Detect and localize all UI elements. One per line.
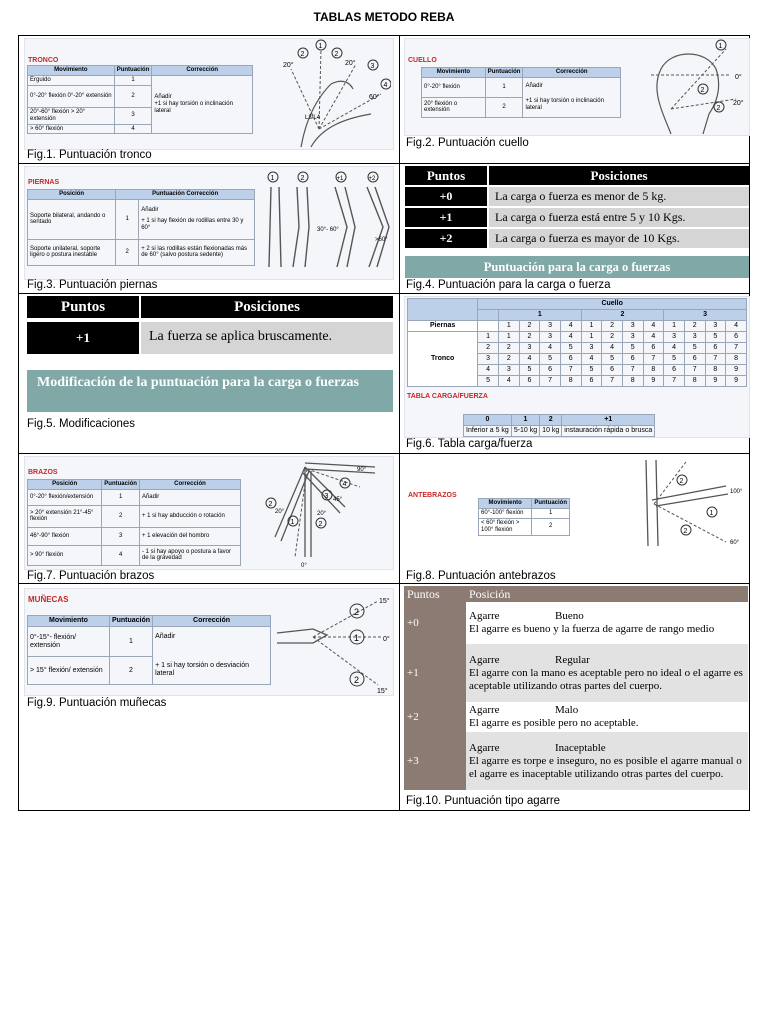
angle-label: 30°- 60°	[317, 227, 339, 233]
trunk-diagram	[261, 39, 391, 149]
angle-label: 20°	[345, 60, 356, 67]
table-cell	[152, 75, 253, 134]
grip-table	[404, 586, 748, 790]
table-cell: Soporte unilateral, soporte ligero o postura inestable	[28, 239, 116, 265]
score-mark: 1	[318, 43, 323, 50]
table-cell: 5	[602, 354, 623, 365]
table-cell: 1	[102, 489, 140, 505]
score-mark: 2	[700, 87, 705, 94]
carga-table	[463, 414, 655, 437]
table-cell: 3	[114, 107, 152, 124]
grip-text: El agarre es posible pero no aceptable.	[469, 717, 639, 730]
table-cell: 1	[581, 321, 602, 332]
table-cell: 6	[705, 343, 726, 354]
angle-label: 60°	[369, 94, 380, 101]
table-header: 3	[664, 310, 747, 321]
table-cell: 8	[560, 376, 581, 387]
table-cell: > 20° extensión 21°-45° flexión	[28, 505, 102, 527]
grid-divider	[18, 583, 750, 584]
table-cell: 2	[602, 332, 623, 343]
table-cell: 1	[109, 627, 152, 657]
grid-divider	[18, 453, 750, 454]
grip-points: +3	[404, 732, 466, 790]
score-mark: 3	[370, 63, 375, 70]
table-cell: 5	[705, 332, 726, 343]
table-cell: 9	[643, 376, 664, 387]
fig4-image	[405, 166, 749, 278]
table-cell: 1	[581, 332, 602, 343]
grip-points: +2	[404, 702, 466, 732]
fig3-table	[27, 189, 255, 266]
table-cell	[523, 77, 621, 117]
forearm-diagram	[626, 456, 748, 568]
score-matrix	[407, 298, 747, 387]
spine-label: L3/L4	[305, 115, 321, 121]
score-mark: 2	[300, 51, 305, 58]
fig3-caption: Fig.3. Puntuación piernas	[27, 279, 158, 291]
table-cell: 2	[602, 321, 623, 332]
table-cell: > 60° flexión	[28, 124, 115, 134]
table-cell: 3	[622, 321, 643, 332]
table-header: Puntuación	[114, 66, 152, 76]
grip-type: Agarre	[469, 610, 500, 623]
table-cell: 8	[622, 376, 643, 387]
table-cell: 3	[664, 332, 685, 343]
grid-divider	[18, 163, 750, 164]
score-mark: 1	[718, 43, 723, 50]
table-cell: 4	[664, 343, 685, 354]
table-cell: 2	[532, 518, 570, 535]
score-mark: 1	[270, 175, 275, 182]
fig9-label: MUÑECAS	[28, 595, 69, 604]
table-cell: 6	[664, 365, 685, 376]
fig3-label: PIERNAS	[28, 179, 60, 186]
table-header: Cuello	[478, 299, 747, 310]
table-header: Corrección	[523, 68, 621, 78]
table-header: Posición	[28, 190, 116, 200]
table-cell: 1	[116, 199, 139, 239]
table-header: Puntuación	[102, 480, 140, 490]
table-cell: 2	[114, 85, 152, 107]
table-cell: 4	[498, 376, 519, 387]
table-cell: Soporte bilateral, andando o sentado	[28, 199, 116, 239]
correction-text: + 1 si hay flexión de rodillas entre 30 y 60°	[141, 217, 244, 231]
table-cell: 8	[705, 365, 726, 376]
table-cell: 0°-20° flexión	[422, 77, 486, 97]
table-cell: 2	[684, 321, 705, 332]
load-points: +1	[405, 208, 487, 227]
table-cell: 46°-90° flexión	[28, 527, 102, 545]
table-cell: 6	[643, 343, 664, 354]
fig6-caption: Fig.6. Tabla carga/fuerza	[406, 438, 533, 450]
table-cell: 4	[519, 354, 540, 365]
score-mark: +2	[368, 176, 376, 182]
table-cell: 10 kg	[540, 426, 562, 437]
table-cell: 1	[114, 75, 152, 85]
table-header: 1	[511, 415, 539, 426]
points-header: Puntos	[407, 587, 440, 601]
table-header: Corrección	[153, 616, 271, 627]
points-header: Puntos	[27, 296, 139, 318]
table-header: 2	[581, 310, 664, 321]
grip-description	[466, 732, 748, 790]
positions-header: Posiciones	[489, 166, 749, 185]
grip-type: Agarre	[469, 653, 500, 666]
angle-label: 20°	[733, 100, 744, 107]
table-cell: 3	[498, 365, 519, 376]
table-cell: 3	[684, 332, 705, 343]
table-cell: 2	[519, 332, 540, 343]
grip-quality: Bueno	[555, 610, 584, 623]
table-cell: 4	[643, 332, 664, 343]
table-cell: 2	[102, 505, 140, 527]
fig2-caption: Fig.2. Puntuación cuello	[406, 137, 529, 149]
table-cell: 3	[102, 527, 140, 545]
score-mark: 2	[354, 607, 360, 617]
table-cell: instauración rápida o brusca	[562, 426, 655, 437]
table-cell	[153, 627, 271, 685]
table-cell: 3	[478, 354, 499, 365]
table-cell: 2	[478, 343, 499, 354]
table-cell: > 90° flexión	[28, 545, 102, 565]
fig5-image	[27, 296, 393, 416]
table-cell: 8	[643, 365, 664, 376]
table-cell: 6	[726, 332, 747, 343]
arm-diagram	[245, 457, 393, 569]
table-cell: Erguido	[28, 75, 115, 85]
table-cell: 7	[664, 376, 685, 387]
table-cell: 5	[478, 376, 499, 387]
table-cell: 4	[602, 343, 623, 354]
grip-type: Agarre	[469, 741, 500, 754]
score-mark: 2	[334, 51, 339, 58]
fig9-caption: Fig.9. Puntuación muñecas	[27, 697, 167, 709]
table-cell: 20° flexión o extensión	[422, 97, 486, 117]
fig1-table	[27, 65, 253, 134]
table-cell: 9	[726, 365, 747, 376]
table-cell: 3	[581, 343, 602, 354]
table-cell: 1	[485, 77, 523, 97]
fig8-label: ANTEBRAZOS	[408, 492, 457, 499]
table-cell: 6	[519, 376, 540, 387]
angle-label: 15°	[377, 688, 388, 695]
score-mark: 1	[290, 519, 295, 526]
score-mark: 2	[300, 175, 305, 182]
score-mark: 2	[354, 675, 360, 685]
grip-type: Agarre	[469, 704, 500, 717]
angle-label: 20°	[283, 62, 294, 69]
table-header: Movimiento	[28, 616, 110, 627]
table-header: 2	[540, 415, 562, 426]
table-cell: 0°-15°- flexión/ extensión	[28, 627, 110, 657]
page-title: TABLAS METODO REBA	[313, 10, 455, 24]
table-cell: 3	[705, 321, 726, 332]
grip-points: +1	[404, 644, 466, 702]
load-banner: Puntuación para la carga o fuerzas	[405, 256, 749, 278]
load-description: La carga o fuerza es menor de 5 kg.	[489, 187, 749, 206]
fig7-table	[27, 479, 241, 566]
table-cell: 5	[519, 365, 540, 376]
modification-description: La fuerza se aplica bruscamente.	[141, 322, 393, 354]
table-cell: 4	[726, 321, 747, 332]
positions-header: Posiciones	[141, 296, 393, 318]
table-header: Movimiento	[422, 68, 486, 78]
load-points: +0	[405, 187, 487, 206]
table-header	[478, 321, 499, 332]
legs-diagram	[257, 167, 393, 279]
grip-points: +0	[404, 602, 466, 644]
fig6-image	[404, 296, 750, 438]
angle-label: 45°	[333, 497, 343, 503]
grip-text: El agarre es torpe e inseguro, no es posible el agarre manual o el agarre es inaceptable utilizando otras partes del cuerpo.	[469, 754, 742, 780]
table-header: Puntuación	[485, 68, 523, 78]
fig1-label: TRONCO	[28, 57, 59, 64]
table-cell: 1	[478, 332, 499, 343]
table-cell: 4	[540, 343, 561, 354]
score-mark: 2	[683, 528, 688, 535]
angle-label: 90°	[357, 467, 367, 473]
table-cell: Añadir	[139, 489, 240, 505]
grip-description	[466, 702, 748, 732]
fig8-image	[404, 456, 748, 568]
table-cell: 5-10 kg	[511, 426, 539, 437]
table-cell: 7	[643, 354, 664, 365]
table-cell: + 2 si las rodillas están flexionadas más de 60° (salvo postura sedente)	[139, 239, 255, 265]
table-cell: 7	[684, 365, 705, 376]
angle-label: 0°	[383, 636, 390, 643]
table-cell: 7	[726, 343, 747, 354]
carga-label: TABLA CARGA/FUERZA	[407, 393, 488, 400]
table-cell: 6	[684, 354, 705, 365]
table-cell: 8	[684, 376, 705, 387]
load-points: +2	[405, 229, 487, 248]
table-cell: 4	[114, 124, 152, 134]
table-header: Piernas	[408, 321, 478, 332]
correction-text: + 1 si hay torsión o desviación lateral	[155, 661, 250, 677]
table-cell: 7	[705, 354, 726, 365]
grip-text: El agarre con la mano es aceptable pero no ideal o el agarre es aceptable utilizando otras partes del cuerpo.	[469, 666, 743, 692]
angle-label: 60°	[730, 540, 740, 546]
table-cell: 2	[498, 343, 519, 354]
table-cell: 6	[602, 365, 623, 376]
load-description: La carga o fuerza está entre 5 y 10 Kgs.	[489, 208, 749, 227]
angle-label: 15°	[379, 598, 390, 605]
table-header: 0	[464, 415, 512, 426]
fig7-image	[24, 456, 394, 570]
modification-banner: Modificación de la puntuación para la carga o fuerzas	[27, 370, 393, 412]
table-cell: 5	[622, 343, 643, 354]
table-cell: 5	[560, 343, 581, 354]
fig7-label: BRAZOS	[28, 469, 58, 476]
correction-text: +1 si hay torsión o inclinación lateral	[525, 97, 604, 111]
fig2-table	[421, 67, 621, 118]
grid-divider	[399, 35, 400, 811]
score-mark: +1	[336, 176, 344, 182]
table-header: Posición	[28, 480, 102, 490]
table-cell: 0°-20° flexión/extensión	[28, 489, 102, 505]
score-mark: 3	[324, 493, 329, 500]
grip-description	[466, 644, 748, 702]
table-cell: 5	[684, 343, 705, 354]
correction-text: Añadir	[525, 83, 543, 90]
table-cell: 3	[622, 332, 643, 343]
table-cell: 3	[540, 321, 561, 332]
load-description: La carga o fuerza es mayor de 10 Kgs.	[489, 229, 749, 248]
table-cell: 6	[540, 365, 561, 376]
table-cell: < 60° flexión > 100° flexión	[479, 518, 532, 535]
angle-label: >60°	[375, 237, 388, 243]
table-cell: 5	[581, 365, 602, 376]
fig4-caption: Fig.4. Puntuación para la carga o fuerza	[406, 279, 611, 291]
correction-text: Añadir	[154, 94, 172, 101]
correction-text: Añadir	[155, 633, 176, 641]
table-header: Puntuación	[532, 499, 570, 509]
fig7-caption: Fig.7. Puntuación brazos	[27, 570, 155, 582]
modification-points: +1	[27, 322, 139, 354]
score-mark: 2	[716, 105, 721, 112]
fig3-image	[24, 166, 394, 280]
table-corner	[408, 299, 478, 321]
table-header: Movimiento	[479, 499, 532, 509]
points-header: Puntos	[405, 166, 487, 185]
wrist-diagram	[273, 589, 393, 695]
table-cell: 5	[664, 354, 685, 365]
table-cell: > 15° flexión/ extensión	[28, 657, 110, 685]
table-cell: 7	[540, 376, 561, 387]
score-mark: 4	[342, 481, 347, 488]
angle-label: 0°	[735, 74, 742, 81]
fig8-table	[478, 498, 570, 536]
table-cell: + 1 elevación del hombro	[139, 527, 240, 545]
table-cell: 4	[102, 545, 140, 565]
fig2-image	[404, 38, 750, 136]
score-mark: 1	[354, 633, 360, 643]
table-cell: 2	[109, 657, 152, 685]
table-header: Corrección	[139, 480, 240, 490]
neck-diagram	[631, 39, 749, 135]
table-cell: 9	[705, 376, 726, 387]
table-cell: 9	[726, 376, 747, 387]
table-cell: 1	[532, 508, 570, 518]
score-mark: 2	[679, 478, 684, 485]
table-cell: 5	[540, 354, 561, 365]
table-cell: 6	[581, 376, 602, 387]
angle-label: 100°	[730, 489, 743, 495]
table-header	[478, 310, 499, 321]
grip-quality: Regular	[555, 653, 590, 666]
table-header: 1	[498, 310, 581, 321]
table-cell: 4	[581, 354, 602, 365]
fig10-caption: Fig.10. Puntuación tipo agarre	[406, 795, 561, 807]
fig2-label: CUELLO	[408, 57, 437, 64]
grip-text: El agarre es bueno y la fuerza de agarre de rango medio	[469, 623, 715, 636]
angle-label: 20°	[275, 509, 285, 515]
score-mark: 2	[318, 521, 323, 528]
positions-header: Posición	[469, 587, 511, 601]
grip-quality: Inaceptable	[555, 741, 606, 754]
grip-description	[466, 602, 748, 644]
table-cell: + 1 si hay abducción o rotación	[139, 505, 240, 527]
table-cell: 1	[498, 321, 519, 332]
table-cell: 3	[519, 343, 540, 354]
table-cell: 4	[643, 321, 664, 332]
table-cell: 2	[498, 354, 519, 365]
table-header: Movimiento	[28, 66, 115, 76]
table-cell: 1	[664, 321, 685, 332]
table-cell: 0°-20° flexión 0°-20° extensión	[28, 85, 115, 107]
table-cell: 3	[540, 332, 561, 343]
table-cell: 7	[602, 376, 623, 387]
table-cell: 60°-100° flexión	[479, 508, 532, 518]
angle-label: 0°	[301, 563, 307, 569]
table-cell: Inferior a 5 kg	[464, 426, 512, 437]
grip-quality: Malo	[555, 704, 579, 717]
fig9-image	[24, 588, 394, 696]
table-cell: 8	[726, 354, 747, 365]
angle-label: 20°	[317, 511, 327, 517]
table-header: Corrección	[152, 66, 253, 76]
table-cell: 4	[478, 365, 499, 376]
table-cell: 2	[485, 97, 523, 117]
fig8-caption: Fig.8. Puntuación antebrazos	[406, 570, 556, 582]
table-header: Puntuación	[109, 616, 152, 627]
grid-divider	[18, 293, 750, 294]
table-cell: 7	[560, 365, 581, 376]
correction-text: Añadir	[141, 207, 159, 214]
fig1-caption: Fig.1. Puntuación tronco	[27, 149, 152, 161]
table-cell: - 1 si hay apoyo o postura a favor de la gravedad	[139, 545, 240, 565]
score-mark: 1	[709, 510, 714, 517]
table-cell: 4	[560, 321, 581, 332]
score-mark: 4	[383, 82, 388, 89]
fig5-caption: Fig.5. Modificaciones	[27, 418, 136, 430]
table-cell: 6	[622, 354, 643, 365]
table-cell	[139, 199, 255, 239]
table-cell: 6	[560, 354, 581, 365]
table-cell: 1	[498, 332, 519, 343]
table-cell: 2	[116, 239, 139, 265]
table-cell: 2	[519, 321, 540, 332]
table-header: Tronco	[408, 332, 478, 387]
table-cell: 4	[560, 332, 581, 343]
table-cell: 7	[622, 365, 643, 376]
correction-text: +1 si hay torsión o inclinación lateral	[154, 101, 233, 115]
table-cell: 20°-60° flexión > 20° extensión	[28, 107, 115, 124]
fig9-table	[27, 615, 271, 685]
score-mark: 2	[268, 501, 273, 508]
fig1-image	[24, 38, 394, 150]
table-header: +1	[562, 415, 655, 426]
table-header: Puntuación Corrección	[116, 190, 255, 200]
